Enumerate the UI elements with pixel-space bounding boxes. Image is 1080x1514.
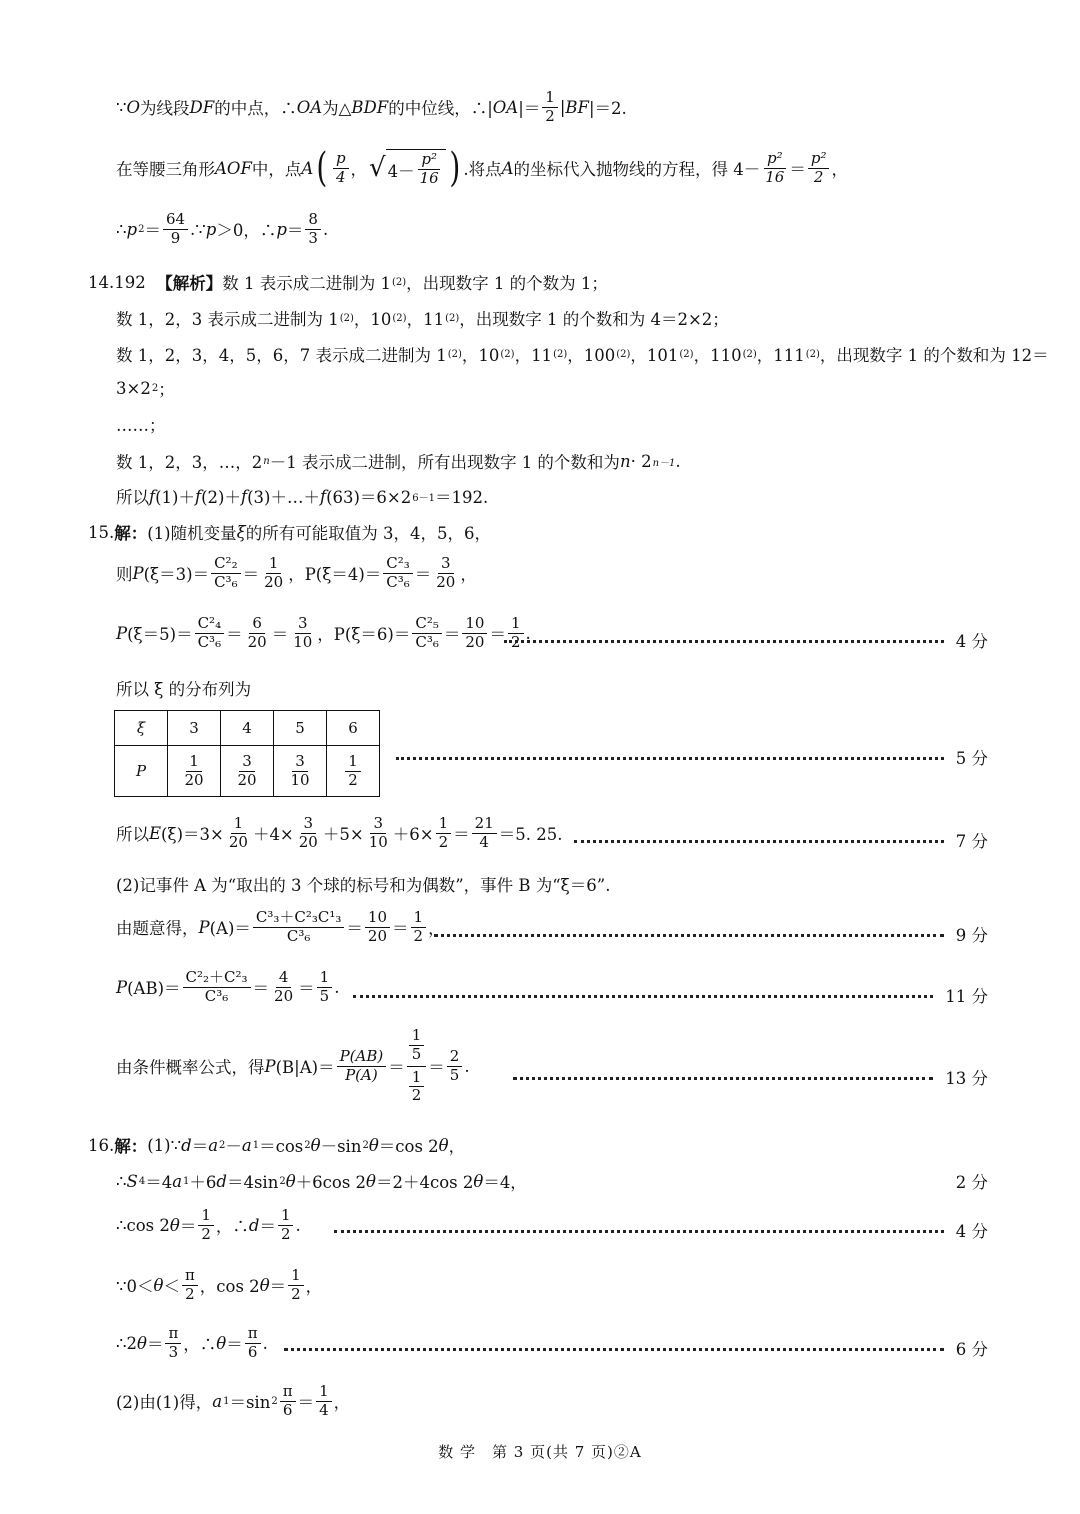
q14-line-3: 数 1，2，3，4，5，6，7 表示成二进制为 1 (2) ，10 (2) ，11 (2) ，100 (2) ，101 (2) ，110 (2) ，111 (2) ，出现数字 1 的个数和为 12＝ xyxy=(116,346,1049,365)
q15-dist-label: 所以 ξ 的分布列为 xyxy=(116,680,252,699)
q14-line-5: ……； xyxy=(116,416,166,435)
line-p-value: ∴ p 2 ＝ $\frac{64}{9}$ .∵ p ＞0，∴ p ＝ $\frac{8}{3}$ . xyxy=(116,210,329,247)
line-isosceles-triangle: 在等腰三角形 AOF 中，点 A ( $\frac{p}{4}$ ， √ 4－ $\frac{\text{p²}}{16}$ ) .将点 A 的坐标代入抛物线的方程，得 4－ $\frac{\text{p²}}{16}$ ＝ $\frac{\text{p²}}{2}$ ， xyxy=(116,145,848,191)
score-leader: 4 分 xyxy=(334,1218,988,1242)
q15-PA: 由题意得， P (A)＝ $\frac{\text{C³₃＋C²₃C¹₃}}{\text{C³₆}}$ ＝ $\frac{10}{20}$ ＝ $\frac{1}{2}$ ， xyxy=(116,908,445,945)
score-leader: 9 分 xyxy=(434,922,988,946)
q16-line-1: 16. 解： (1)∵ d ＝ a 2 － a 1 ＝cos 2 θ －sin 2 θ ＝cos 2 θ ， xyxy=(88,1135,466,1156)
q16-line-2: ∴ S 4 ＝4 a 1 ＋6 d ＝4sin 2 θ ＋6cos 2 θ ＝2＋4cos 2 θ ＝4， xyxy=(116,1171,527,1192)
q14-line-2: 数 1，2，3 表示成二进制为 1 (2) ，10 (2) ，11 (2) ，出现数字 1 的个数和为 4＝2×2； xyxy=(116,310,729,329)
q15-part2: (2)记事件 A 为“取出的 3 个球的标号和为偶数”，事件 B 为“ξ＝6”. xyxy=(116,876,611,895)
q14-line-4: 3×2 2 ； xyxy=(116,378,175,399)
q14-line-1: 14.192 【解析】 数 1 表示成二进制为 1 (2) ，出现数字 1 的个数为 1； xyxy=(88,272,608,293)
compound-fraction: $\frac{1}{5}$ $\frac{1}{2}$ xyxy=(407,1028,427,1104)
score-leader: 4 分 xyxy=(504,628,988,652)
q14-line-7: 所以 f (1)＋ f (2)＋ f (3)＋…＋ f (63)＝6×2 6－1 ＝192. xyxy=(116,486,489,507)
q16-line-3: ∴cos 2 θ ＝ $\frac{1}{2}$ ，∴ d ＝ $\frac{1}{2}$ . xyxy=(116,1206,301,1243)
score-leader: 7 分 xyxy=(574,828,988,852)
distribution-table: ξ 3 4 5 6 P $\frac{1}{20}$ $\frac{3}{20}$ $\frac{3}{10}$ $\frac{1}{2}$ xyxy=(114,710,380,797)
q16-line-6: (2)由(1)得， a 1 ＝sin 2 $\frac{\pi}{6}$ ＝ $\frac{1}{4}$ ， xyxy=(116,1382,351,1419)
page-footer: 数 学 第 3 页(共 7 页)②A xyxy=(438,1443,642,1461)
q15-expectation: 所以 E (ξ)＝3× $\frac{1}{20}$ ＋4× $\frac{3}{20}$ ＋5× $\frac{3}{10}$ ＋6× $\frac{1}{2}$ ＝ $\frac{21}{4}$ ＝5. 25. xyxy=(116,814,563,851)
q14-line-6: 数 1，2，3，…，2 n －1 表示成二进制，所有出现数字 1 的个数和为 n · 2 n－1 . xyxy=(116,451,681,472)
q15-conditional: 由条件概率公式，得 P (B|A)＝ $\frac{P(AB)}{P(A)}$ ＝ $\frac{1}{5}$ $\frac{1}{2}$ ＝ $\frac{2}{5}$ . xyxy=(116,1026,470,1105)
sqrt-expression: √ 4－ $\frac{\text{p²}}{16}$ xyxy=(369,149,446,187)
line-oa-midline: ∵ O 为线段 DF 的中点，∴ OA 为△ BDF 的中位线，∴| OA |＝ $\frac{1}{2}$ | BF |＝2. xyxy=(116,88,627,125)
score-leader: 5 分 xyxy=(396,745,988,769)
q15-line-1: 15. 解： (1)随机变量 ξ 的所有可能取值为 3，4，5，6， xyxy=(88,522,491,543)
q15-line-2: 则 P (ξ＝3)＝ $\frac{\text{C²₂}}{\text{C³₆}}$ ＝ $\frac{1}{20}$ ，P(ξ＝4)＝ $\frac{\text{C²₃}}{\text{C³₆}}$ ＝ $\frac{3}{20}$ ， xyxy=(116,554,477,591)
score-2: 2 分 xyxy=(955,1173,988,1192)
q15-line-3: P (ξ＝5)＝ $\frac{\text{C²₄}}{\text{C³₆}}$ ＝ $\frac{6}{20}$ ＝ $\frac{3}{10}$ ，P(ξ＝6)＝ $\frac{\text{C²₅}}{\text{C³₆}}$ ＝ $\frac{10}{20}$ ＝ $\frac{1}{2}$ . xyxy=(116,614,531,651)
q16-line-4: ∵0＜ θ ＜ $\frac{\pi}{2}$ ，cos 2 θ ＝ $\frac{1}{2}$ ， xyxy=(116,1266,323,1303)
q15-PAB: P (AB)＝ $\frac{\text{C²₂＋C²₃}}{\text{C³₆}}$ ＝ $\frac{4}{20}$ ＝ $\frac{1}{5}$ . xyxy=(116,968,340,1005)
score-leader: 13 分 xyxy=(513,1065,988,1089)
q16-line-5: ∴2 θ ＝ $\frac{\pi}{3}$ ，∴ θ ＝ $\frac{\pi}{6}$ . xyxy=(116,1324,268,1361)
fraction: $\frac{1}{2}$ xyxy=(542,90,558,125)
score-leader: 11 分 xyxy=(353,983,988,1007)
score-leader: 6 分 xyxy=(284,1336,988,1360)
